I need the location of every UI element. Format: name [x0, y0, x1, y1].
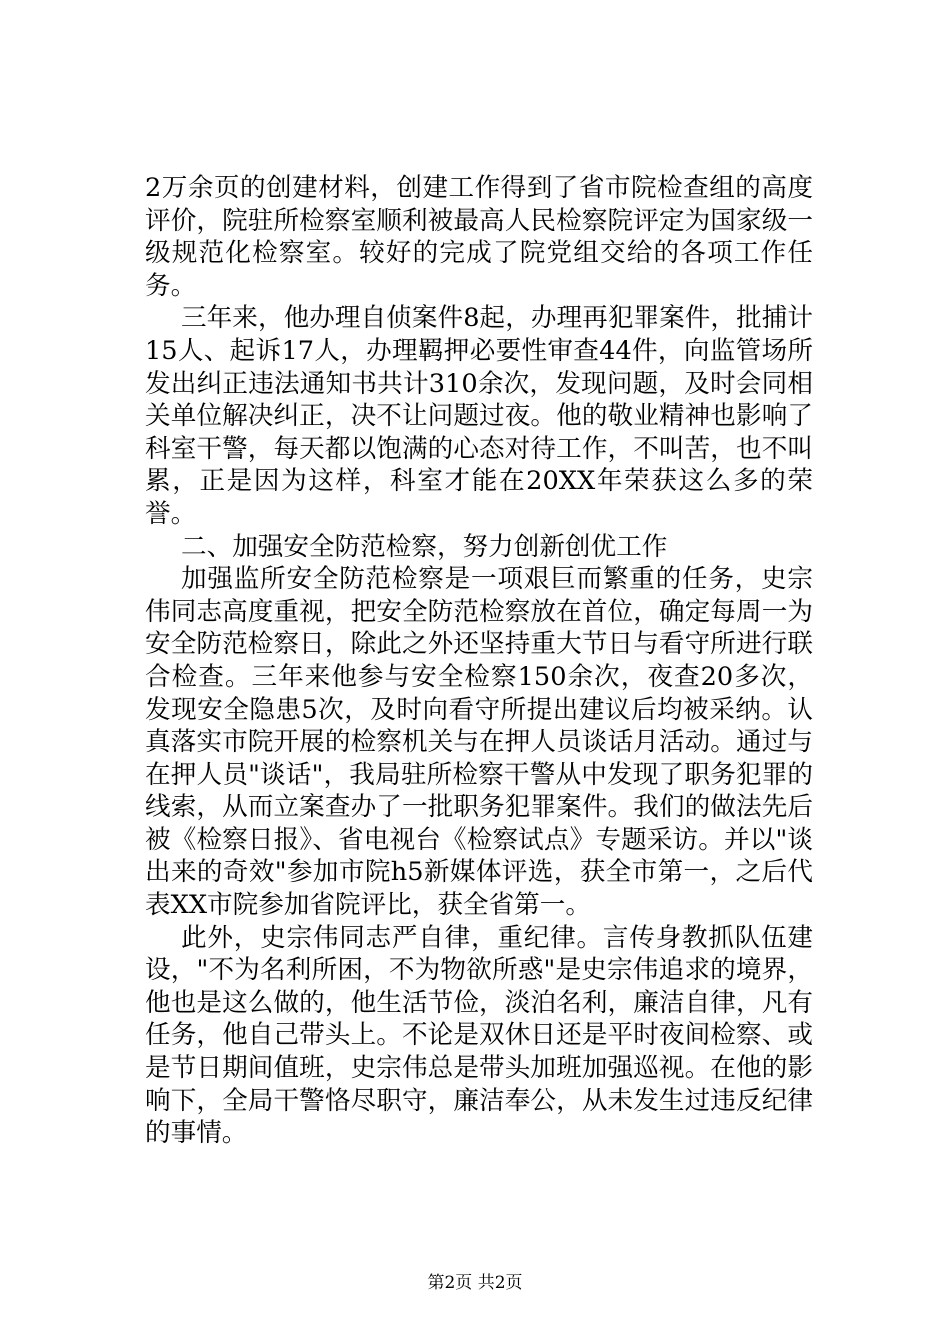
section-heading: 二、加强安全防范检察，努力创新创优工作: [181, 531, 668, 562]
paragraph-continuation: 2万余页的创建材料，创建工作得到了省市院检查组的高度评价，院驻所检察室顺利被最高人民检察院评定为国家级一级规范化检察室。较好的完成了院党组交给的各项工作任务。: [145, 173, 813, 301]
paragraph-case-handling: 三年来，他办理自侦案件8起，办理再犯罪案件，批捕计15人、起诉17人，办理羁押必要性审查44件，向监管场所发出纠正违法通知书共计310余次，发现问题，及时会同相关单位解决纠正，决不让问题过夜。他的敬业精神也影响了科室干警，每天都以饱满的心态对待工作，不叫苦，也不叫累，正是因为这样，科室才能在20XX年荣获这么多的荣誉。: [145, 303, 813, 529]
paragraph-safety-inspection: 加强监所安全防范检察是一项艰巨而繁重的任务，史宗伟同志高度重视，把安全防范检察放在首位，确定每周一为安全防范检察日，除此之外还坚持重大节日与看守所进行联合检查。三年来他参与安全检察150余次，夜查20多次，发现安全隐患5次，及时向看守所提出建议后均被采纳。认真落实市院开展的检察机关与在押人员谈话月活动。通过与在押人员"谈话"，我局驻所检察干警从中发现了职务犯罪的线索，从而立案查办了一批职务犯罪案件。我们的做法先后被《检察日报》、省电视台《检察试点》专题采访。并以"谈出来的奇效"参加市院h5新媒体评选，获全市第一，之后代表XX市院参加省院评比，获全省第一。: [145, 564, 813, 921]
paragraph-discipline: 此外，史宗伟同志严自律，重纪律。言传身教抓队伍建设，"不为名利所困，不为物欲所惑"是史宗伟追求的境界，他也是这么做的，他生活节俭，淡泊名利，廉洁自律，凡有任务，他自己带头上。不论是双休日还是平时夜间检察、或是节日期间值班，史宗伟总是带头加班加强巡视。在他的影响下，全局干警恪尽职守，廉洁奉公，从未发生过违反纪律的事情。: [145, 922, 813, 1149]
document-body: [145, 172, 813, 1150]
page-footer: 第2页 共2页: [427, 1273, 523, 1293]
